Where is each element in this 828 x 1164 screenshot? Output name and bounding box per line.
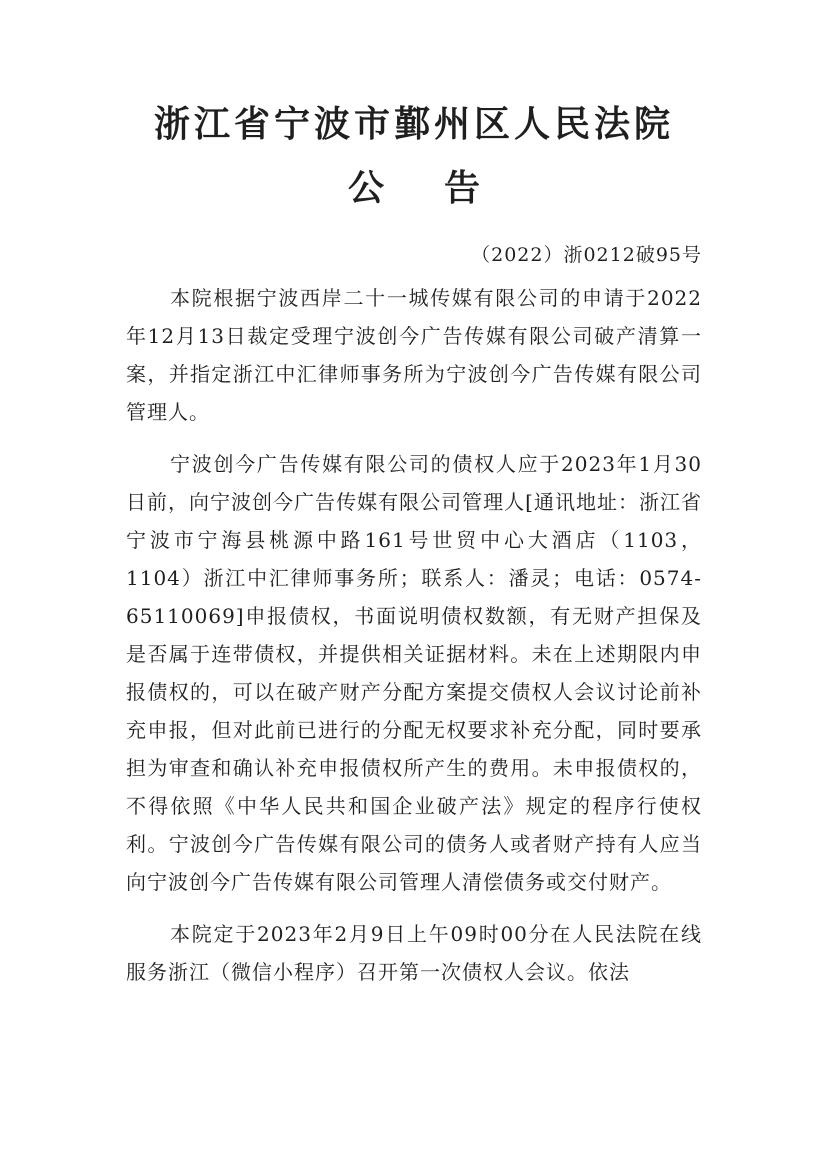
- paragraph-acceptance: 本院根据宁波西岸二十一城传媒有限公司的申请于2022年12月13日裁定受理宁波创今广告传媒有限公司破产清算一案，并指定浙江中汇律师事务所为宁波创今广告传媒有限公司管理人。: [126, 286, 702, 424]
- case-number: （2022）浙0212破95号: [471, 244, 702, 266]
- court-name-heading: 浙江省宁波市鄞州区人民法院: [153, 104, 674, 145]
- paragraph-claims: 宁波创今广告传媒有限公司的债权人应于2023年1月30日前，向宁波创今广告传媒有限公司管理人[通讯地址：浙江省宁波市宁海县桃源中路161号世贸中心大酒店（1103，1104）浙江中汇律师事务所；联系人：潘灵；电话：0574-65110069]申报债权，书面说明债权数额，有无财产担保及是否属于连带债权，并提供相关证据材料。未在上述期限内申报债权的，可以在破产财产分配方案提交债权人会议讨论前补充申报，但对此前已进行的分配无权要求补充分配，同时要承担为审查和确认补充申报债权所产生的费用。未申报债权的，不得依照《中华人民共和国企业破产法》规定的程序行使权利。宁波创今广告传媒有限公司的债务人或者财产持有人应当向宁波创今广告传媒有限公司管理人清偿债务或交付财产。: [126, 452, 702, 894]
- paragraph-meeting: 本院定于2023年2月9日上午09时00分在人民法院在线服务浙江（微信小程序）召开第一次债权人会议。依法: [126, 922, 702, 984]
- notice-title: 公告: [347, 168, 540, 209]
- notice-body: [126, 279, 702, 1005]
